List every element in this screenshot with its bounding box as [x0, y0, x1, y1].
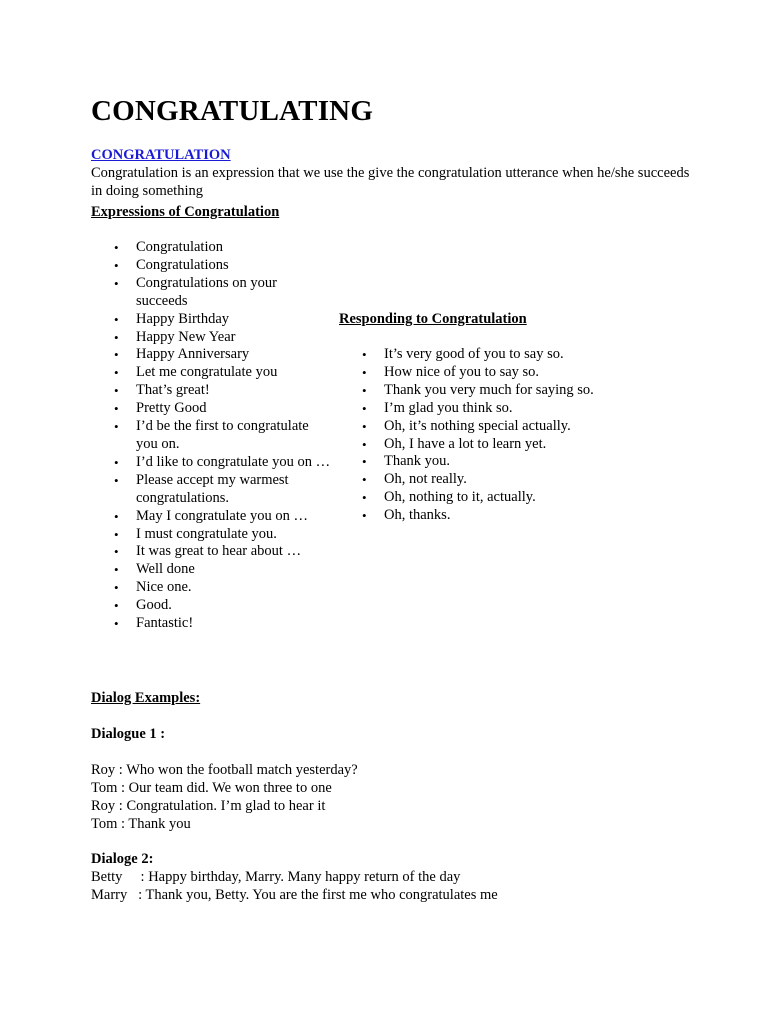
list-item: • Happy Anniversary [91, 346, 331, 364]
list-item: • Happy New Year [91, 329, 331, 347]
list-item: • I’m glad you think so. [339, 400, 659, 418]
list-item: • Congratulation [91, 239, 331, 257]
list-item: • Thank you very much for saying so. [339, 382, 659, 400]
dialogue-line: Roy : Congratulation. I’m glad to hear it [91, 798, 326, 814]
page-title: CONGRATULATING [91, 95, 374, 127]
dialogue-2 [91, 868, 498, 904]
list-item: • Oh, thanks. [339, 507, 659, 525]
dialogue-2-heading: Dialoge 2: [91, 851, 154, 867]
list-item: • It’s very good of you to say so. [339, 346, 659, 364]
list-item: • I’d be the first to congratulate you on. [91, 418, 331, 454]
list-item: • Congratulations on your succeeds [91, 275, 331, 311]
list-item: • Oh, it’s nothing special actually. [339, 418, 659, 436]
list-item: • It was great to hear about … [91, 543, 331, 561]
dialogue-1 [91, 761, 358, 833]
list-item: • Congratulations [91, 257, 331, 275]
list-item: • Pretty Good [91, 400, 331, 418]
responses-list [339, 346, 659, 525]
list-item: • Please accept my warmest congratulations. [91, 472, 331, 508]
list-item: • Fantastic! [91, 615, 331, 633]
dialogue-line: Tom : Thank you [91, 816, 191, 832]
intro-paragraph: Congratulation is an expression that we use the give the congratulation utterance when he/she succeeds in doing something [91, 165, 690, 199]
dialogue-1-heading: Dialogue 1 : [91, 726, 166, 742]
congratulation-section-link[interactable]: CONGRATULATION [91, 147, 231, 163]
list-item: • Well done [91, 561, 331, 579]
list-item: • How nice of you to say so. [339, 364, 659, 382]
dialogue-line: Tom : Our team did. We won three to one [91, 780, 332, 796]
list-item: • Let me congratulate you [91, 364, 331, 382]
list-item: • Nice one. [91, 579, 331, 597]
list-item: • I’d like to congratulate you on … [91, 454, 331, 472]
list-item: • Good. [91, 597, 331, 615]
list-item: • That’s great! [91, 382, 331, 400]
list-item: • Happy Birthday [91, 311, 331, 329]
expressions-heading: Expressions of Congratulation [91, 204, 280, 220]
dialogue-line: Roy : Who won the football match yesterday? [91, 762, 358, 778]
list-item: • Oh, not really. [339, 471, 659, 489]
dialog-examples-heading: Dialog Examples: [91, 690, 201, 706]
list-item: • Thank you. [339, 453, 659, 471]
list-item: • Oh, I have a lot to learn yet. [339, 436, 659, 454]
dialogue-line: Betty : Happy birthday, Marry. Many happy return of the day [91, 869, 461, 885]
list-item: • I must congratulate you. [91, 526, 331, 544]
responses-heading: Responding to Congratulation [339, 311, 527, 327]
list-item: • Oh, nothing to it, actually. [339, 489, 659, 507]
expressions-list [91, 239, 331, 633]
dialogue-line: Marry : Thank you, Betty. You are the first me who congratulates me [91, 887, 498, 903]
list-item: • May I congratulate you on … [91, 508, 331, 526]
